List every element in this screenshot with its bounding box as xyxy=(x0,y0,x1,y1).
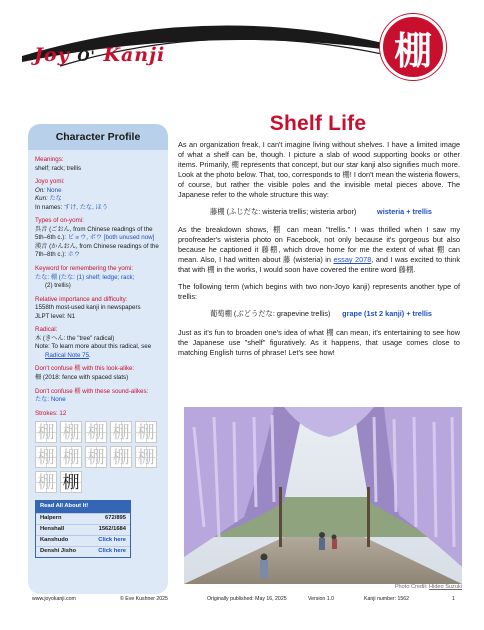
stroke-step: 棚 xyxy=(35,446,57,468)
frequency-section xyxy=(35,296,162,322)
paragraph-2-b: , and I was excited to think that with 棚 in the works, I would soon have covered the entire word 藤棚. xyxy=(178,255,460,275)
stroke-step: 棚 xyxy=(110,446,132,468)
onyomi-types-section xyxy=(35,217,162,260)
kan-on-value: ホウ xyxy=(67,251,81,259)
keyword-heading: Keyword for remembering the yomi: xyxy=(35,265,134,273)
kun-value: たな xyxy=(49,195,62,203)
paragraph-1: As an organization freak, I can't imagine living without shelves. I have a limited image of what a shelf can be, though. I picture a slab of wood supporting books or other items. Primarily, 棚 represents that concept, but our star kanji also signifies much more. Look at the photo below. That, too, corresponds to 棚! I don't mean the wisteria flowers, of course, but rather the visible poles and the invisible metal pieces above. The Japanese refer to the whole structure this way: xyxy=(178,140,460,199)
photo-credit xyxy=(300,584,462,590)
radical-section: Radical: 木 (きへん: the "tree" radical) Note: To learn more about this radical, see Radical Note 75. xyxy=(35,326,162,360)
joyo-yomi-heading: Joyo yomi: xyxy=(35,178,65,186)
keyword-line-1: たな: 棚 (たな: (1) shelf; ledge; rack; xyxy=(35,273,135,281)
ref-name: Henshall xyxy=(40,526,65,533)
onyomi-types-heading: Types of on-yomi: xyxy=(35,217,84,225)
ref-row-denshi-jisho xyxy=(36,546,130,557)
logo-kanji: Kanji xyxy=(103,44,166,66)
stroke-step: 棚 xyxy=(85,446,107,468)
essay-title: Shelf Life xyxy=(269,112,367,135)
go-on-value: ビョウ, ボウ [both unused now] xyxy=(67,234,155,242)
go-on-line: 呉音 (ごおん, from Chinese readings of the 5th–6th c.): xyxy=(35,225,153,242)
strokes-section xyxy=(35,410,162,494)
stroke-step: 棚 xyxy=(135,421,157,443)
example-2-breakdown: grape (1st 2 kanji) + trellis xyxy=(342,308,432,318)
ref-value: 672/895 xyxy=(105,515,126,522)
lookalike-heading: Don't confuse 棚 with this look-alike: xyxy=(35,365,135,373)
frequency-heading: Relative importance and difficulty: xyxy=(35,295,128,303)
paragraph-3: The following term (which begins with two non-Joyo kanji) represents another type of trellis: xyxy=(178,282,460,301)
photo-credit-label: Photo Credit: xyxy=(394,584,428,590)
logo[interactable] xyxy=(34,44,165,66)
soundalike-section xyxy=(35,388,162,405)
kan-on-line: 漢音 (かんおん, from Chinese readings of the 7th–8th c.): xyxy=(35,242,159,259)
kanshudo-link[interactable]: Click here xyxy=(98,537,126,544)
ref-value: 1562/1684 xyxy=(98,526,126,533)
footer-version: Version 1.0 xyxy=(308,596,334,602)
ref-name: Denshi Jisho xyxy=(40,548,77,555)
on-label: On: xyxy=(35,186,45,194)
lookalike-text: 柵 (2018: fence with spaced slats) xyxy=(35,374,129,382)
stroke-step: 棚 xyxy=(85,421,107,443)
names-label: In names: xyxy=(35,203,63,211)
meanings-section xyxy=(35,156,162,173)
photo-credit-name[interactable]: Hideo Suzuki xyxy=(429,584,462,590)
example-2-japanese: 葡萄棚 (ぶどうだな: grapevine trellis) xyxy=(210,308,331,318)
kun-label: Kun: xyxy=(35,195,48,203)
logo-joy: Joy xyxy=(34,44,70,66)
ref-name: Halpern xyxy=(40,515,62,522)
frequency-rank: 1558th most-used kanji in newspapers xyxy=(35,304,141,312)
stroke-step: 棚 xyxy=(60,471,82,493)
stroke-step: 棚 xyxy=(135,446,157,468)
ref-row-henshall xyxy=(36,524,130,535)
logo-o: O' xyxy=(77,49,96,65)
meanings-text: shelf; rack; trellis xyxy=(35,164,82,172)
paragraph-2 xyxy=(178,225,460,275)
sidebar-heading: Character Profile xyxy=(28,124,168,150)
essay-2078-link[interactable]: essay 2078 xyxy=(333,255,372,265)
example-grapevine-trellis xyxy=(178,309,460,319)
read-all-heading: Read All About It! xyxy=(36,501,130,513)
keyword-line-2: (2) trellis) xyxy=(45,282,71,290)
radical-heading: Radical: xyxy=(35,326,58,334)
paragraph-2-a: As the breakdown shows, 棚 can mean "trellis." I was thrilled when I saw my proofreader's wisteria photo on Facebook, not only because it's gorgeous but also because he captioned it 藤棚, which drove home for me the extent of what 棚 can mean. Also, I had written about 藤 (wisteria) in xyxy=(178,225,460,265)
read-all-about-it-table xyxy=(35,500,131,558)
example-1-japanese: 藤棚 (ふじだな: wisteria trellis; wisteria arbor) xyxy=(210,206,357,216)
ref-name: Kanshudo xyxy=(40,537,69,544)
meanings-heading: Meanings: xyxy=(35,156,64,163)
lookalike-section xyxy=(35,365,162,382)
stroke-step: 棚 xyxy=(110,421,132,443)
footer-copyright: © Eve Kushner 2025 xyxy=(120,596,168,602)
joyo-yomi-section xyxy=(35,178,162,212)
page-header xyxy=(0,0,484,120)
stroke-step: 棚 xyxy=(60,446,82,468)
keyword-section xyxy=(35,265,162,291)
footer-page-number: 1 xyxy=(452,596,455,602)
footer-kanji-number: Kanji number: 1562 xyxy=(364,596,409,602)
soundalike-label: たな: xyxy=(35,396,50,404)
jlpt-level: JLPT level: N1 xyxy=(35,312,76,320)
kanji-badge: 棚 xyxy=(380,14,446,80)
essay-body xyxy=(178,140,460,365)
ref-row-halpern xyxy=(36,513,130,524)
footer-published: Originally published: May 16, 2025 xyxy=(207,596,287,602)
example-wisteria-trellis xyxy=(178,207,460,217)
stroke-step: 棚 xyxy=(35,421,57,443)
soundalike-heading: Don't confuse 棚 with these sound-alikes: xyxy=(35,387,149,395)
denshi-jisho-link[interactable]: Click here xyxy=(98,548,126,555)
strokes-heading: Strokes: 12 xyxy=(35,409,67,417)
ref-row-kanshudo xyxy=(36,535,130,546)
stroke-step: 棚 xyxy=(35,471,57,493)
names-value: すけ, たな, ほう xyxy=(63,203,108,211)
radical-note: Note: To learn more about this radical, see xyxy=(35,343,152,351)
stroke-order-grid xyxy=(35,421,162,493)
radical-note-link[interactable]: Radical Note 75 xyxy=(45,351,90,359)
soundalike-value: None xyxy=(50,396,66,404)
on-value: None xyxy=(46,186,62,194)
footer-site[interactable]: www.joyokanji.com xyxy=(32,596,76,602)
stroke-step: 棚 xyxy=(60,421,82,443)
radical-text: 木 (きへん: the "tree" radical) xyxy=(35,334,115,342)
wisteria-photo xyxy=(184,407,462,584)
character-profile-sidebar xyxy=(28,124,168,594)
paragraph-4: Just as it's fun to broaden one's idea of what 棚 can mean, it's entertaining to see how the Japanese use "shelf" figuratively. As it happens, that usage comes close to matching English turns of phrase! Let's see how! xyxy=(178,327,460,357)
example-1-breakdown: wisteria + trellis xyxy=(377,206,432,216)
